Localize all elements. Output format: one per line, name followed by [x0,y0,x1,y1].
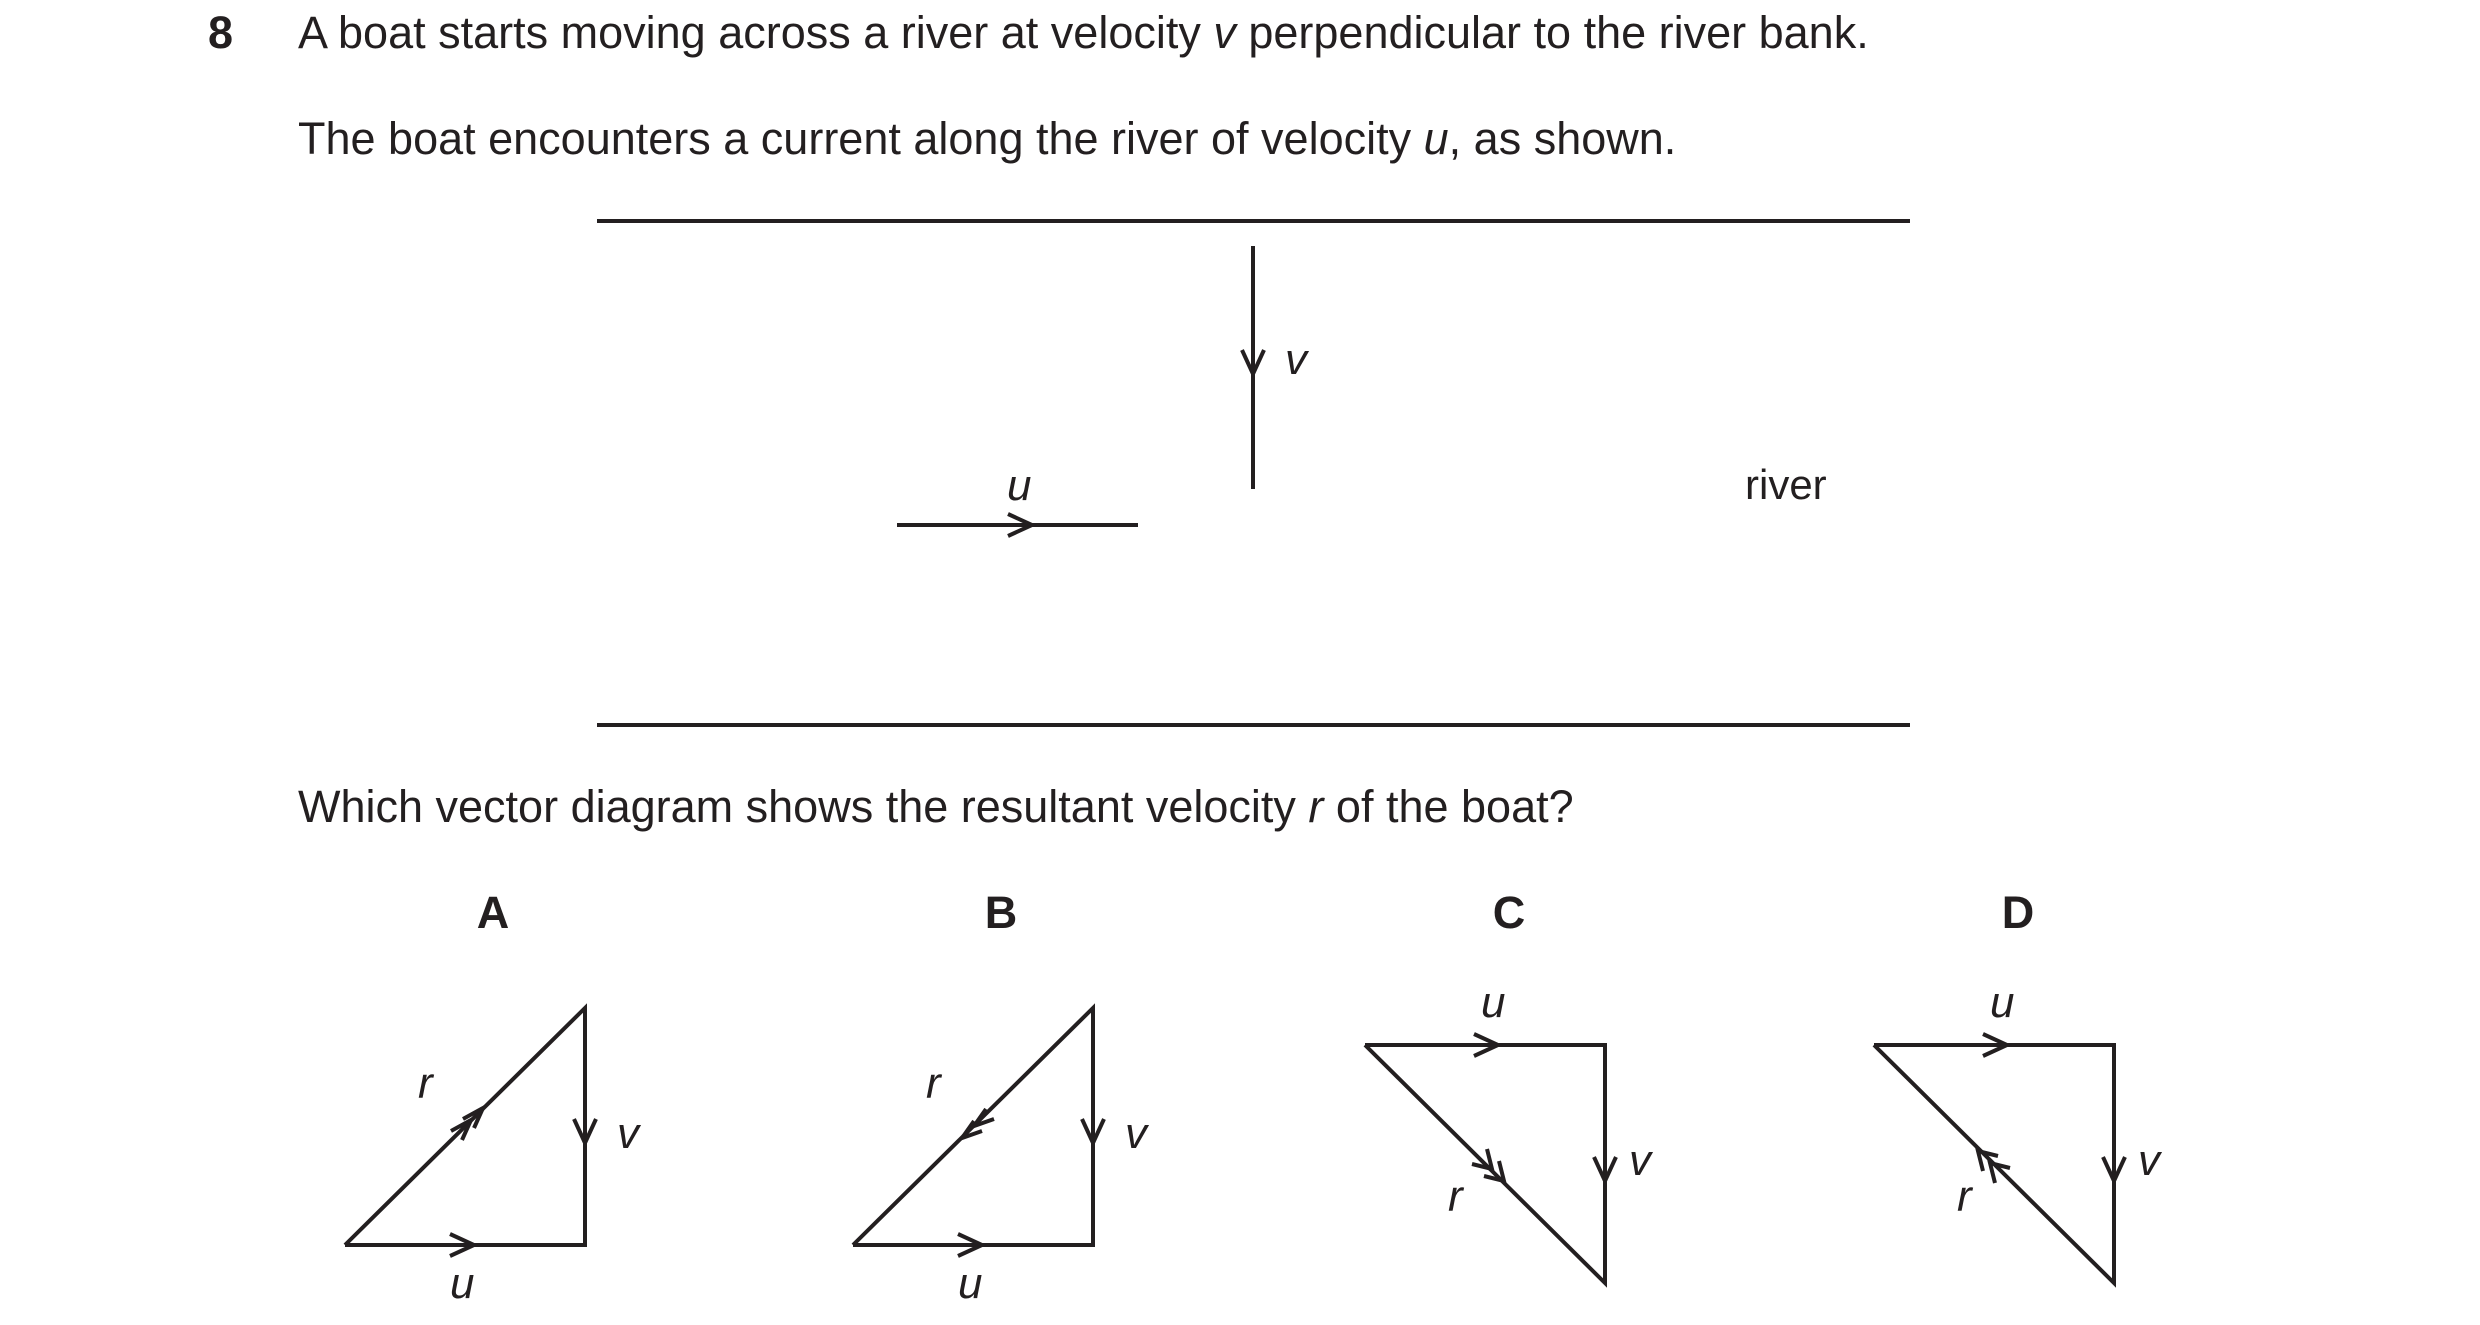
option-b-v-label: v [1125,1109,1147,1158]
option-d-r-arrowhead-2 [1990,1163,2010,1183]
option-a-v-label: v [617,1109,639,1158]
option-c[interactable] [1365,887,1654,1283]
question-number: 8 [208,7,234,58]
option-a-triangle [345,1008,585,1245]
question-line-3-end: of the boat? [1323,781,1574,832]
current-u-arrow [897,514,1138,536]
var-u: u [1423,113,1449,164]
option-a-u-label: u [450,1259,475,1308]
option-c-letter: C [1492,887,1526,938]
var-v: v [1213,7,1236,58]
option-c-r-label: r [1448,1172,1463,1221]
option-a-letter: A [476,887,510,938]
option-a[interactable] [345,887,642,1308]
river-diagram [597,221,1910,725]
option-b-u-label: u [958,1259,983,1308]
question-line-3-start: Which vector diagram shows the resultant velocity [298,781,1309,832]
option-a-r-label: r [418,1059,433,1108]
option-c-triangle [1365,1045,1605,1283]
question-line-2-end: , as shown. [1448,113,1677,164]
option-c-v-label: v [1629,1136,1651,1185]
river-label: river [1745,461,1827,508]
question-line-2-start: The boat encounters a current along the river of velocity [298,113,1424,164]
velocity-v-label: v [1285,335,1307,384]
option-b-r-label: r [926,1059,941,1108]
option-b-letter: B [984,887,1018,938]
option-d-u-label: u [1990,978,2015,1027]
option-b[interactable] [853,887,1150,1308]
var-r: r [1308,781,1324,832]
option-d[interactable] [1874,887,2163,1283]
option-d-letter: D [2001,887,2035,938]
option-d-r-label: r [1957,1172,1972,1221]
question-line-1-start: A boat starts moving across a river at velocity [298,7,1214,58]
velocity-v-arrow [1242,246,1264,489]
current-u-label: u [1007,461,1032,510]
option-c-u-label: u [1481,978,1506,1027]
option-d-v-label: v [2138,1136,2160,1185]
question-line-1-end: perpendicular to the river bank. [1235,7,1869,58]
